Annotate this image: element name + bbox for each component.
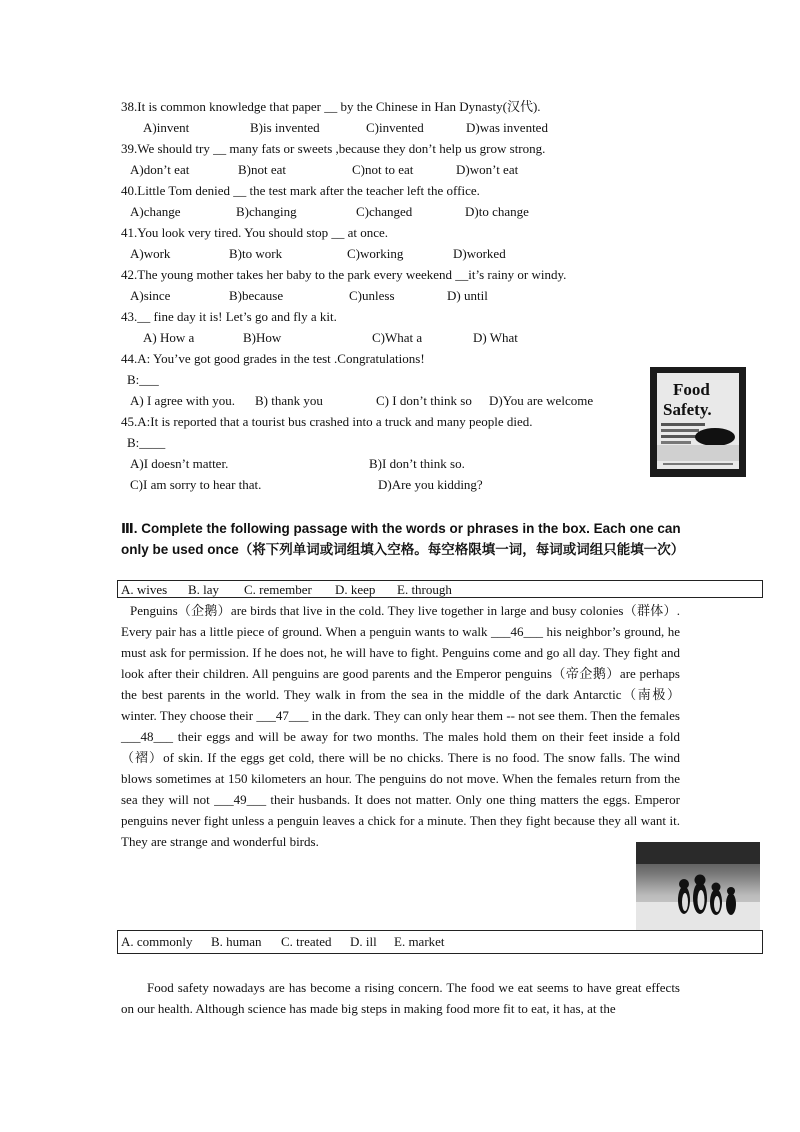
question-38-option-b: B)is invented (250, 120, 320, 135)
question-41-option-d: D)worked (453, 246, 506, 261)
passage-food-safety-text: Food safety nowadays are has become a rising concern. The food we eat seems to have great effects on our health. Although science has made big steps in making food more fit to eat, it has, at the (121, 980, 680, 1016)
question-45-option-c: C)I am sorry to hear that. (130, 477, 262, 492)
question-40-option-d: D)to change (465, 204, 529, 219)
question-44-option-b: B) thank you (255, 393, 323, 408)
food-safety-book-cover (650, 367, 746, 477)
question-45-answer-line: B:____ (127, 435, 166, 450)
question-42-stem: 42.The young mother takes her baby to the park every weekend __it’s rainy or windy. (121, 267, 567, 282)
question-40-option-a: A)change (130, 204, 181, 219)
question-41-option-c: C)working (347, 246, 404, 261)
question-45-option-d: D)Are you kidding? (378, 477, 483, 492)
question-43-option-c: C)What a (372, 330, 423, 345)
question-44-answer-line: B:___ (127, 372, 159, 387)
question-41-option-a: A)work (130, 246, 171, 261)
word-box-1-item-e: E. through (397, 582, 452, 597)
question-44-stem: 44.A: You’ve got good grades in the test .Congratulations! (121, 351, 425, 366)
question-42-option-c: C)unless (349, 288, 395, 303)
word-box-2-item-e: E. market (394, 934, 445, 949)
question-39-option-b: B)not eat (238, 162, 287, 177)
question-41-stem: 41.You look very tired. You should stop __ at once. (121, 225, 388, 240)
question-44-option-d: D)You are welcome (489, 393, 594, 408)
question-38-option-d: D)was invented (466, 120, 548, 135)
question-39-stem: 39.We should try __ many fats or sweets ,because they don’t help us grow strong. (121, 141, 546, 156)
question-44-option-c: C) I don’t think so (376, 393, 472, 408)
word-box-1-item-d: D. keep (335, 582, 376, 597)
question-42-option-d: D) until (447, 288, 488, 303)
question-44-option-a: A) I agree with you. (130, 393, 236, 408)
word-box-1-item-c: C. remember (244, 582, 312, 597)
word-box-1 (117, 580, 763, 598)
question-38-option-c: C)invented (366, 120, 424, 135)
word-box-2-item-a: A. commonly (121, 934, 193, 949)
book-cover-art (657, 373, 739, 469)
section-3-heading: Ⅲ. Complete the following passage with the words or phrases in the box. Each one can only be used once（将下列单词或词组填入空格。每空格限填一词，每词或词组只能填一次） (121, 521, 685, 557)
word-box-2-item-c: C. treated (281, 934, 332, 949)
cover-title-line-1: Food (673, 380, 710, 399)
question-41-option-b: B)to work (229, 246, 283, 261)
passage-penguins-text: Penguins（企鹅）are birds that live in the cold. They live together in large and busy colonies（群体）. Every pair has a little piece of ground. When a penguin wants to walk ___46___ his neighbor’s ground, he must ask for permission. If he does not, he will have to fight. Penguins come and go all day. They fight and look after their children. All penguins are good parents and the Emperor penguins（帝企鹅）are perhaps the best parents in the world. They walk in from the sea in the middle of the dark Antarctic（南极） winter. They choose their ___47___ in the dark. They can only hear them -- not see them. Then the females ___48___ their eggs and will be away for two months. The males hold them on their feet inside a fold（褶）of skin. If the eggs get cold, there will be no chicks. There is no food. The snow falls. The wind blows sometimes at 150 kilometers an hour. The penguins do not move. When the females return from the sea they will not ___49___ their husbands. It does not matter. Only one thing matters the eggs. Emperor penguins never fight unless a penguin leaves a chick for a minute. Then they fight because they all want it. They are strange and wonderful birds. (121, 603, 680, 849)
question-42-option-b: B)because (229, 288, 284, 303)
question-39-option-c: C)not to eat (352, 162, 414, 177)
question-43-option-b: B)How (243, 330, 282, 345)
passage-food-safety (121, 977, 680, 1019)
question-43-option-a: A) How a (143, 330, 195, 345)
question-39-option-d: D)won’t eat (456, 162, 519, 177)
question-43-option-d: D) What (473, 330, 518, 345)
question-45-stem: 45.A:It is reported that a tourist bus crashed into a truck and many people died. (121, 414, 533, 429)
penguins-photo (636, 842, 760, 931)
word-box-1-item-b: B. lay (188, 582, 220, 597)
passage-penguins (121, 600, 680, 852)
question-40-option-b: B)changing (236, 204, 297, 219)
cover-title-line-2: Safety. (663, 400, 712, 419)
question-40-stem: 40.Little Tom denied __ the test mark after the teacher left the office. (121, 183, 480, 198)
question-38-stem: 38.It is common knowledge that paper __ by the Chinese in Han Dynasty(汉代). (121, 99, 541, 114)
word-box-2-item-d: D. ill (350, 934, 377, 949)
question-38-option-a: A)invent (143, 120, 190, 135)
word-box-2 (117, 930, 763, 954)
question-42-option-a: A)since (130, 288, 171, 303)
question-45-option-a: A)I doesn’t matter. (130, 456, 229, 471)
question-40-option-c: C)changed (356, 204, 413, 219)
question-43-stem: 43.__ fine day it is! Let’s go and fly a kit. (121, 309, 337, 324)
word-box-2-item-b: B. human (211, 934, 262, 949)
question-45-option-b: B)I don’t think so. (369, 456, 465, 471)
penguins-icon (636, 842, 760, 931)
word-box-1-item-a: A. wives (121, 582, 168, 597)
question-39-option-a: A)don’t eat (130, 162, 190, 177)
